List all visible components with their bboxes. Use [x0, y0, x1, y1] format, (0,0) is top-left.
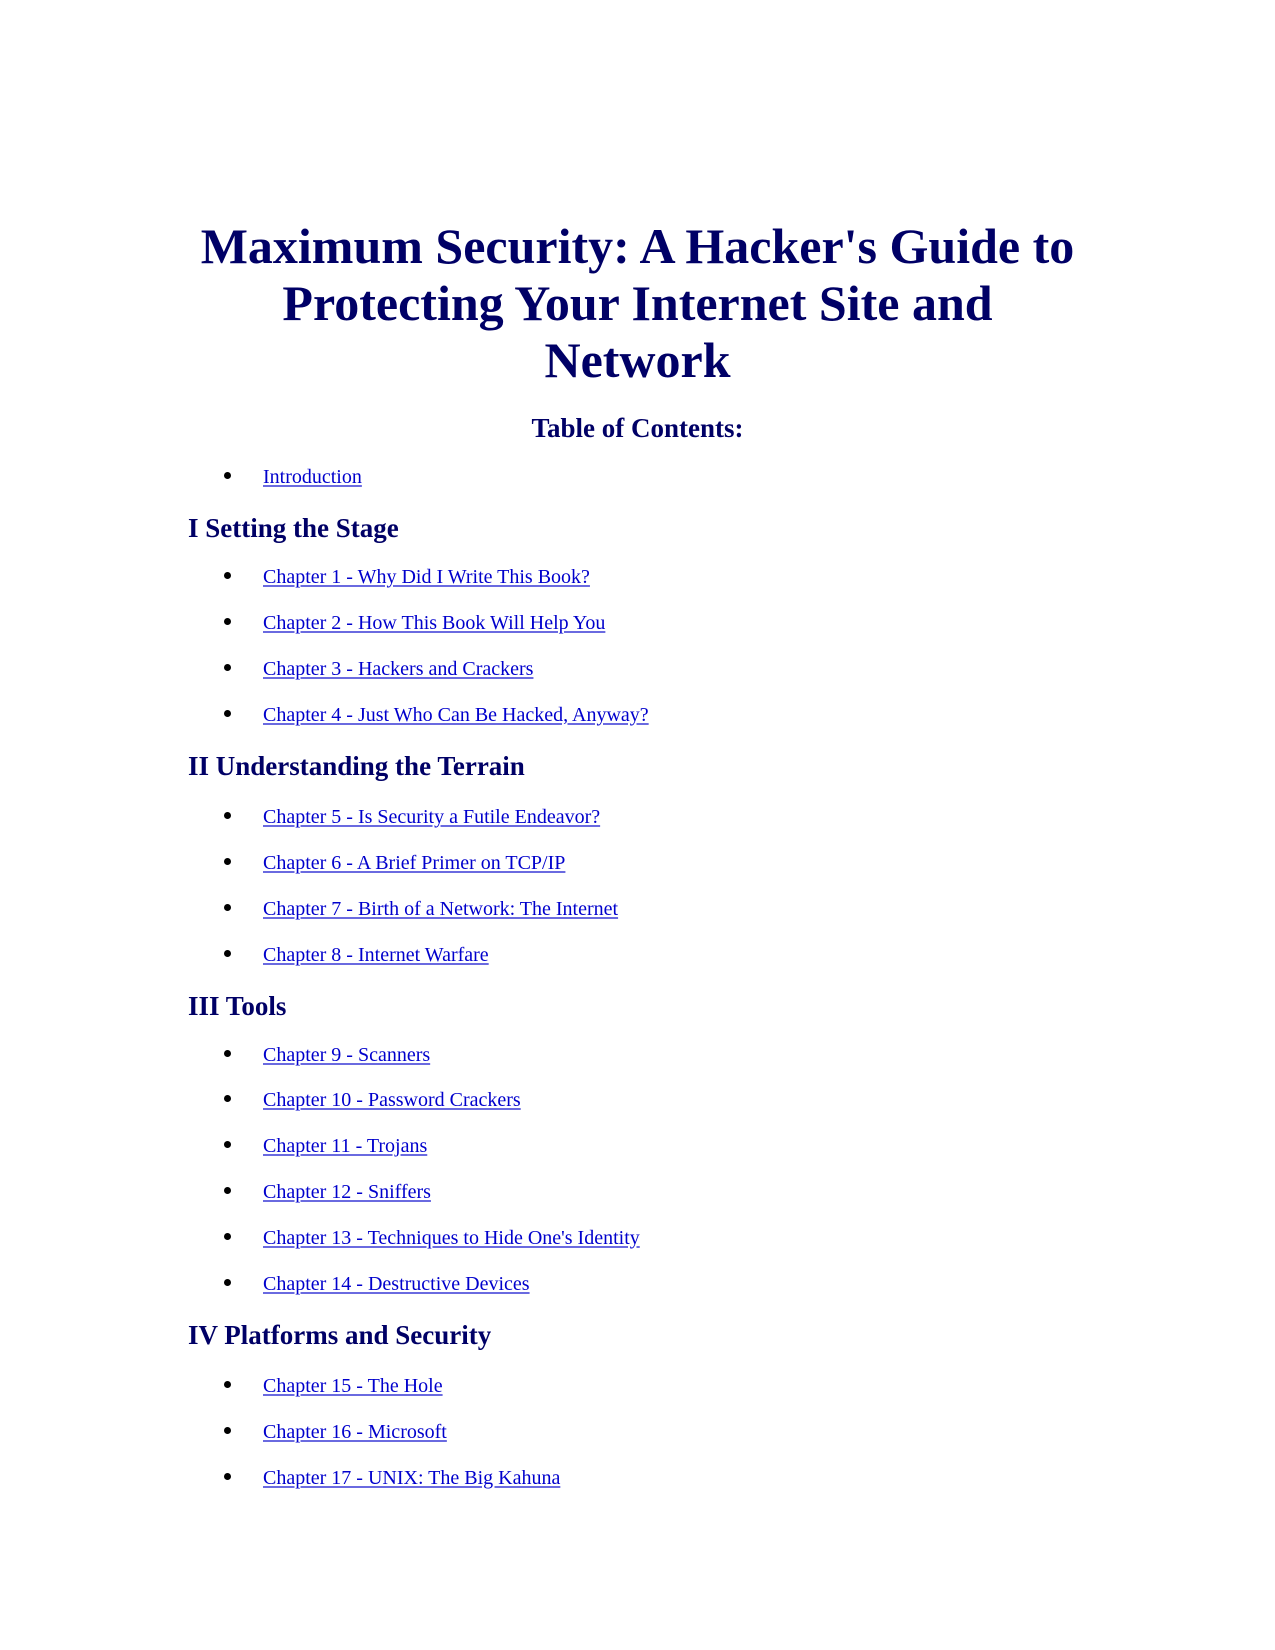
chapter-7-link[interactable]: Chapter 7 - Birth of a Network: The Internet	[263, 898, 619, 920]
toc-item	[224, 851, 565, 875]
chapter-11-link[interactable]: Chapter 11 - Trojans	[263, 1135, 428, 1157]
toc-item	[224, 897, 618, 921]
title-line-3: Network	[544, 332, 731, 388]
toc-item	[224, 1088, 521, 1112]
toc-item	[224, 565, 590, 589]
chapter-6-link[interactable]: Chapter 6 - A Brief Primer on TCP/IP	[263, 852, 566, 874]
toc-item	[224, 611, 605, 635]
toc-item-introduction	[224, 465, 362, 489]
document-title	[0, 218, 1275, 389]
bullet-icon	[224, 1381, 231, 1388]
chapter-16-link[interactable]: Chapter 16 - Microsoft	[263, 1421, 447, 1443]
bullet-icon	[224, 664, 231, 671]
title-line-1: Maximum Security: A Hacker's Guide to	[200, 218, 1075, 274]
toc-item	[224, 1180, 431, 1204]
title-line-2: Protecting Your Internet Site and	[282, 275, 993, 331]
bullet-icon	[224, 1233, 231, 1240]
part-heading-2: II Understanding the Terrain	[188, 751, 525, 781]
toc-item	[224, 1272, 530, 1296]
chapter-1-link[interactable]: Chapter 1 - Why Did I Write This Book?	[263, 566, 590, 588]
introduction-link[interactable]: Introduction	[263, 466, 362, 488]
toc-item	[224, 1374, 443, 1398]
bullet-icon	[224, 1279, 231, 1286]
toc-item	[224, 1134, 427, 1158]
bullet-icon	[224, 1095, 231, 1102]
toc-item	[224, 805, 600, 829]
bullet-icon	[224, 1427, 231, 1434]
bullet-icon	[224, 618, 231, 625]
toc-item	[224, 1466, 560, 1490]
bullet-icon	[224, 904, 231, 911]
chapter-8-link[interactable]: Chapter 8 - Internet Warfare	[263, 944, 489, 966]
toc-item	[224, 943, 489, 967]
chapter-2-link[interactable]: Chapter 2 - How This Book Will Help You	[263, 612, 606, 634]
bullet-icon	[224, 1050, 231, 1057]
toc-item	[224, 1043, 430, 1067]
part-heading-4: IV Platforms and Security	[188, 1320, 492, 1350]
bullet-icon	[224, 1473, 231, 1480]
chapter-12-link[interactable]: Chapter 12 - Sniffers	[263, 1181, 431, 1203]
chapter-15-link[interactable]: Chapter 15 - The Hole	[263, 1375, 443, 1397]
toc-item	[224, 1226, 640, 1250]
toc-heading: Table of Contents:	[531, 413, 744, 443]
toc-item	[224, 657, 533, 681]
chapter-9-link[interactable]: Chapter 9 - Scanners	[263, 1044, 431, 1066]
chapter-4-link[interactable]: Chapter 4 - Just Who Can Be Hacked, Anyway?	[263, 704, 649, 726]
bullet-icon	[224, 710, 231, 717]
part-heading-3: III Tools	[188, 991, 287, 1021]
chapter-13-link[interactable]: Chapter 13 - Techniques to Hide One's Identity	[263, 1227, 640, 1249]
bullet-icon	[224, 858, 231, 865]
toc-item	[224, 1420, 447, 1444]
bullet-icon	[224, 950, 231, 957]
chapter-14-link[interactable]: Chapter 14 - Destructive Devices	[263, 1273, 530, 1295]
bullet-icon	[224, 812, 231, 819]
chapter-3-link[interactable]: Chapter 3 - Hackers and Crackers	[263, 658, 534, 680]
chapter-5-link[interactable]: Chapter 5 - Is Security a Futile Endeavor?	[263, 806, 601, 828]
bullet-icon	[224, 1187, 231, 1194]
part-heading-1: I Setting the Stage	[188, 513, 399, 543]
toc-item	[224, 703, 649, 727]
bullet-icon	[224, 572, 231, 579]
chapter-10-link[interactable]: Chapter 10 - Password Crackers	[263, 1089, 521, 1111]
bullet-icon	[224, 472, 231, 479]
chapter-17-link[interactable]: Chapter 17 - UNIX: The Big Kahuna	[263, 1467, 561, 1489]
bullet-icon	[224, 1141, 231, 1148]
